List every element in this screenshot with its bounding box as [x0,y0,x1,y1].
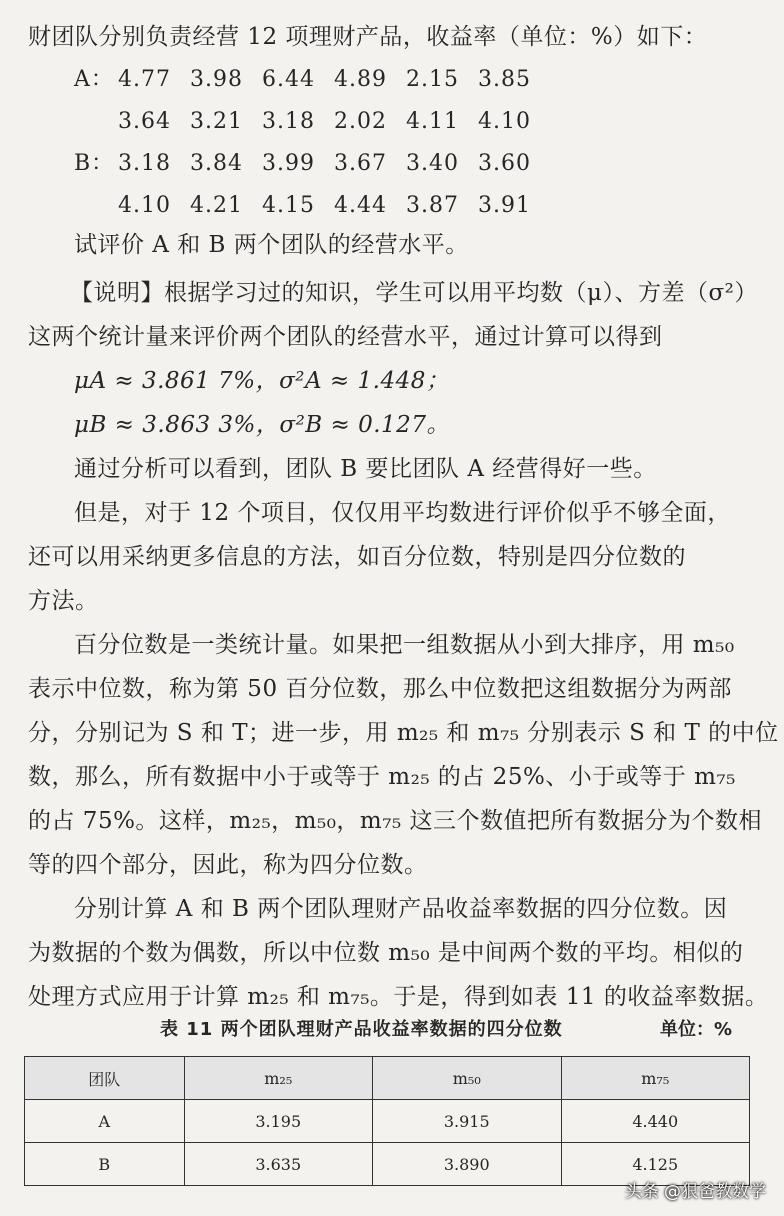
value-cell: 3.40 [406,151,459,176]
para3-line-2: 为数据的个数为偶数，所以中位数 m₅₀ 是中间两个数的平均。相似的 [28,940,744,966]
value-cell: 3.98 [190,67,243,92]
m75-cell: 4.440 [561,1100,750,1143]
team-a-row-1 [74,64,550,96]
value-cell: 2.15 [406,67,459,92]
table-row [25,1100,750,1143]
value-cell: 3.91 [478,193,531,218]
note-line-1: 【说明】根据学习过的知识，学生可以用平均数（μ）、方差（σ²） [70,280,758,306]
team-a-row-2 [118,106,550,138]
m50-cell: 3.890 [373,1143,562,1186]
team-b-row-1 [74,148,550,180]
value-cell: 4.10 [118,193,171,218]
m25-cell: 3.195 [184,1100,373,1143]
team-b-label: B： [74,151,115,176]
m50-cell: 3.915 [373,1100,562,1143]
value-cell: 3.87 [406,193,459,218]
value-cell: 3.99 [262,151,315,176]
para1-line-3: 方法。 [28,588,99,614]
para2-line-2: 表示中位数，称为第 50 百分位数，那么中位数把这组数据分为两部 [28,676,732,702]
header-team: 团队 [25,1057,185,1100]
header-m50: m₅₀ [373,1057,562,1100]
value-cell: 3.18 [118,151,171,176]
analysis-line: 通过分析可以看到，团队 B 要比团队 A 经营得好一些。 [74,456,657,482]
para1-line-2: 还可以用采纳更多信息的方法，如百分位数，特别是四分位数的 [28,544,686,570]
value-cell: 4.15 [262,193,315,218]
team-a-label: A： [74,67,114,92]
value-cell: 3.18 [262,109,315,134]
watermark: 头条 @狠爸教数学 [624,1182,766,1202]
para2-line-6: 等的四个部分，因此，称为四分位数。 [28,852,428,878]
para3-line-1: 分别计算 A 和 B 两个团队理财产品收益率数据的四分位数。因 [74,896,728,922]
team-cell: B [25,1143,185,1186]
para2-line-5: 的占 75%。这样，m₂₅，m₅₀，m₇₅ 这三个数值把所有数据分为个数相 [28,808,762,834]
para2-line-3: 分，分别记为 S 和 T；进一步，用 m₂₅ 和 m₇₅ 分别表示 S 和 T 的中位 [28,720,779,746]
team-b-row-2 [118,190,550,222]
para3-line-3: 处理方式应用于计算 m₂₅ 和 m₇₅。于是，得到如表 11 的收益率数据。 [28,984,769,1010]
value-cell: 6.44 [262,67,315,92]
value-cell: 4.44 [334,193,387,218]
header-m25: m₂₅ [184,1057,373,1100]
table-unit: 单位：% [660,1019,733,1040]
value-cell: 4.89 [334,67,387,92]
para2-line-4: 数，那么，所有数据中小于或等于 m₂₅ 的占 25%、小于或等于 m₇₅ [28,764,736,790]
value-cell: 4.21 [190,193,243,218]
value-cell: 3.64 [118,109,171,134]
value-cell: 4.11 [406,109,459,134]
note-line-2: 这两个统计量来评价两个团队的经营水平，通过计算可以得到 [28,324,663,350]
value-cell: 3.84 [190,151,243,176]
m25-cell: 3.635 [184,1143,373,1186]
table-caption: 表 11 两个团队理财产品收益率数据的四分位数 [160,1019,563,1040]
para1-line-1: 但是，对于 12 个项目，仅仅用平均数进行评价似乎不够全面， [74,500,731,526]
formula-b: μB ≈ 3.863 3%，σ²B ≈ 0.127。 [74,412,450,438]
m75-cell: 4.125 [561,1143,750,1186]
formula-a: μA ≈ 3.861 7%，σ²A ≈ 1.448； [74,368,450,394]
value-cell: 3.85 [478,67,531,92]
intro-line: 财团队分别负责经营 12 项理财产品，收益率（单位：%）如下： [28,24,708,50]
question-line: 试评价 A 和 B 两个团队的经营水平。 [74,232,469,258]
value-cell: 3.67 [334,151,387,176]
para2-line-1: 百分位数是一类统计量。如果把一组数据从小到大排序，用 m₅₀ [74,632,735,658]
header-m75: m₇₅ [561,1057,750,1100]
value-cell: 3.21 [190,109,243,134]
value-cell: 2.02 [334,109,387,134]
value-cell: 4.77 [118,67,171,92]
value-cell: 3.60 [478,151,531,176]
quartile-table [24,1056,750,1186]
team-cell: A [25,1100,185,1143]
value-cell: 4.10 [478,109,531,134]
table-header-row [25,1057,750,1100]
